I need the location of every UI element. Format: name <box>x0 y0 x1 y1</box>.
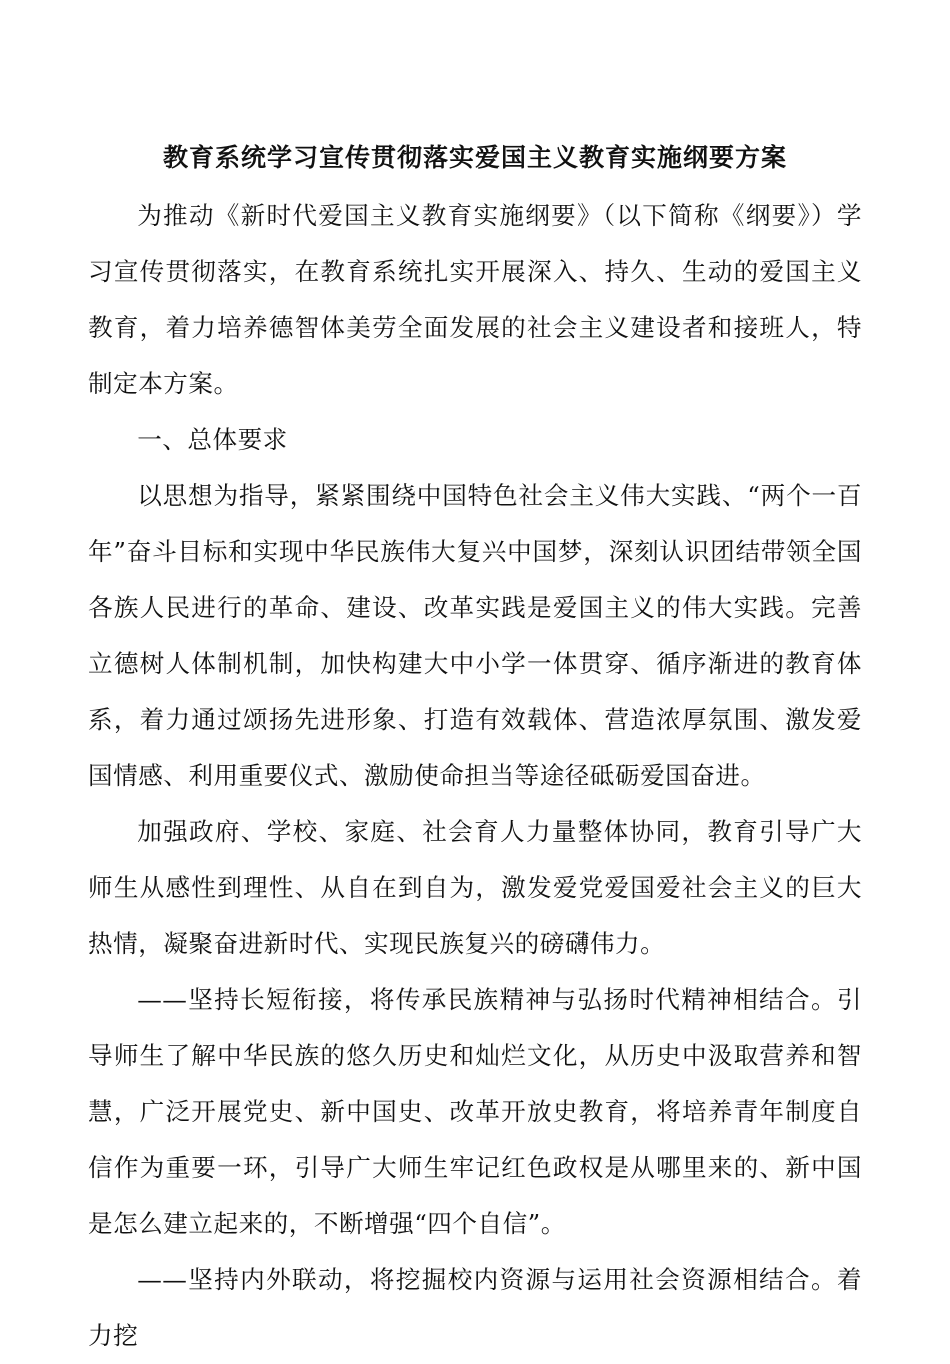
section-heading-general-requirements: 一、总体要求 <box>137 425 288 454</box>
paragraph-principle-continuity: ——坚持长短衔接，将传承民族精神与弘扬时代精神相结合。引导师生了解中华民族的悠久历史和灿烂文化，从历史中汲取营养和智慧，广泛开展党史、新中国史、改革开放史教育，将培养青年制度自信作为重要一环，引导广大师生牢记红色政权是从哪里来的、新中国是怎么建立起来的，不断增强“四个自信”。 <box>88 985 862 1238</box>
paragraph-coordination: 加强政府、学校、家庭、社会育人力量整体协同，教育引导广大师生从感性到理性、从自在到自为，激发爱党爱国爱社会主义的巨大热情，凝聚奋进新时代、实现民族复兴的磅礴伟力。 <box>88 817 862 958</box>
paragraph-principle-linkage: ——坚持内外联动，将挖掘校内资源与运用社会资源相结合。着力挖 <box>88 1265 862 1350</box>
paragraph-guiding-thought: 以思想为指导，紧紧围绕中国特色社会主义伟大实践、“两个一百年”奋斗目标和实现中华民族伟大复兴中国梦，深刻认识团结带领全国各族人民进行的革命、建设、改革实践是爱国主义的伟大实践。完善立德树人体制机制，加快构建大中小学一体贯穿、循序渐进的教育体系，着力通过颂扬先进形象、打造有效载体、营造浓厚氛围、激发爱国情感、利用重要仪式、激励使命担当等途径砥砺爱国奋进。 <box>88 481 862 790</box>
document-body <box>88 188 862 1364</box>
document-title: 教育系统学习宣传贯彻落实爱国主义教育实施纲要方案 <box>162 143 787 172</box>
paragraph-intro: 为推动《新时代爱国主义教育实施纲要》（以下简称《纲要》）学习宣传贯彻落实，在教育系统扎实开展深入、持久、生动的爱国主义教育，着力培养德智体美劳全面发展的社会主义建设者和接班人，特制定本方案。 <box>88 201 862 398</box>
